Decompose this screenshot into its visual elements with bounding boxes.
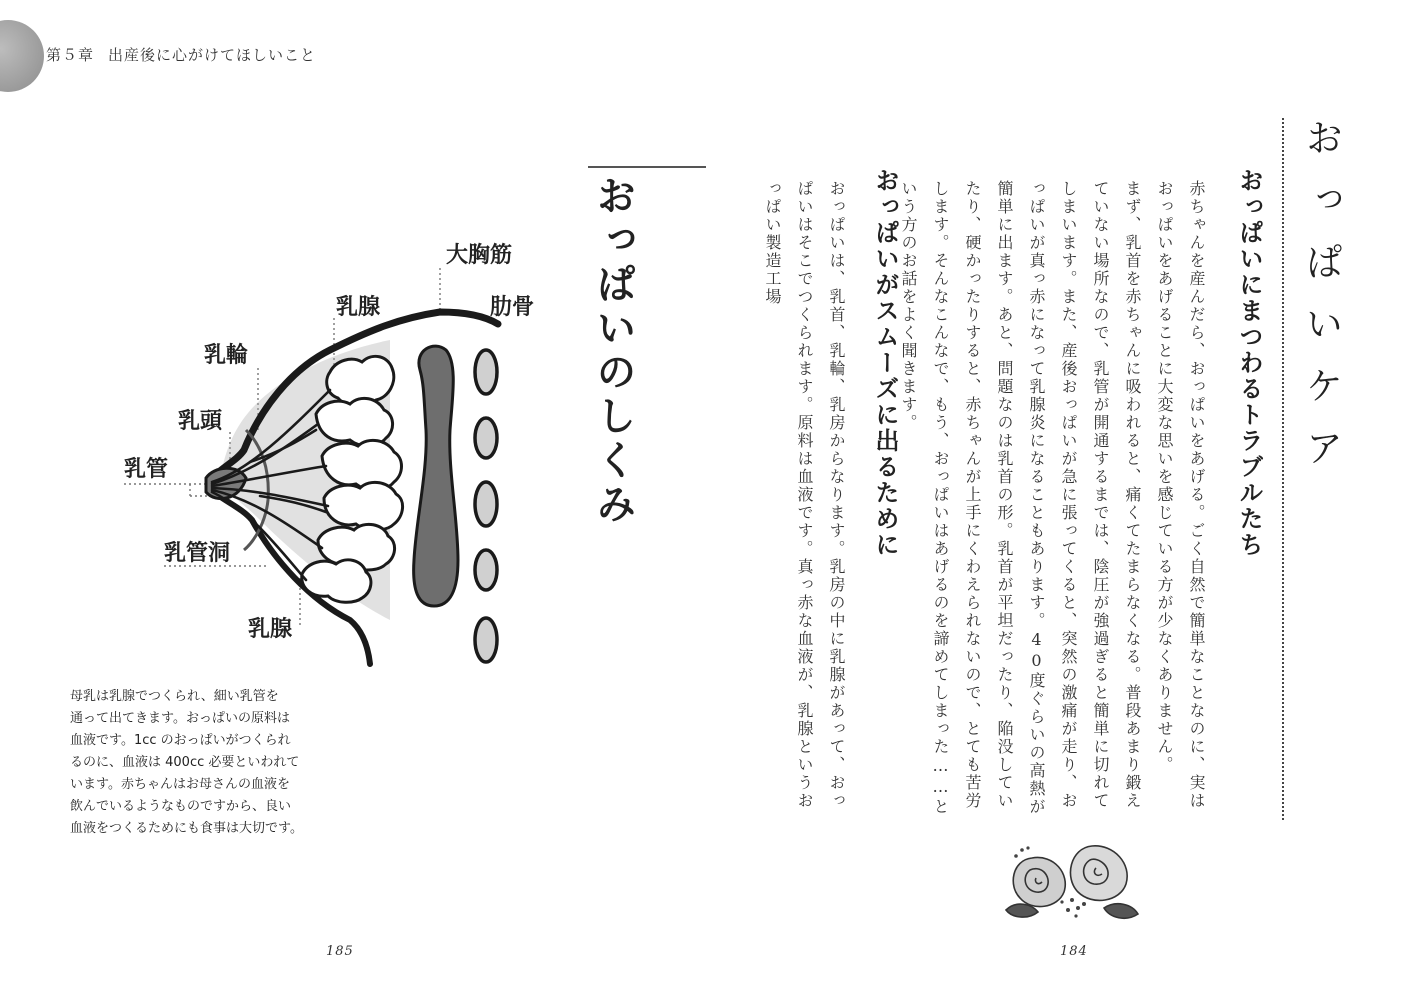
caption-line: るのに、血液は 400cc 必要といわれて xyxy=(70,755,300,770)
caption-line: 飲んでいるようなものですから、良い xyxy=(70,799,292,814)
rose-illustration xyxy=(992,838,1152,930)
caption-line: 血液です。1cc のおっぱいがつくられ xyxy=(70,733,291,748)
section-heading-troubles: おっぱいにまつわるトラブルたち xyxy=(1235,168,1263,558)
caption-line: います。赤ちゃんはお母さんの血液を xyxy=(70,777,290,792)
figure-caption xyxy=(70,686,306,840)
caption-line: 通って出てきます。おっぱいの原料は xyxy=(70,711,290,726)
label-mammary-gland-top: 乳腺 xyxy=(336,295,381,320)
page-number-right: 184 xyxy=(1060,944,1088,959)
label-milk-duct: 乳管 xyxy=(124,457,169,482)
section-body-smooth xyxy=(763,180,852,820)
figure-title: おっぱいのしくみ xyxy=(590,175,636,527)
section-heading-smooth: おっぱいがスムーズに出るために xyxy=(871,168,899,558)
paragraph: まず、乳首を赤ちゃんに吸われると、痛くてたまらなくなる。普段あまり鍛えていない場所なので、乳管が開通するまでは、陰圧が強過ぎると簡単に切れてしまいます。また、産後おっぱいが急に張ってくると、突然の激痛が走り、おっぱいが真っ赤になって乳腺炎になることもあります。40度ぐらいの高熱が簡単に出ます。あと、問題なのは乳首の形。乳首が平坦だったり、陥没していたり、硬かったりすると、赤ちゃんが上手にくわえられないので、とても苦労します。そんなこんなで、もう、おっぱいはあげるのを諦めてしまった……という方のお話をよく聞きます。 xyxy=(899,180,1142,816)
label-rib: 肋骨 xyxy=(490,295,535,320)
paragraph: 赤ちゃんを産んだら、おっぱいをあげる。ごく自然で簡単なことなのに、実はおっぱいをあげることに大変な思いを感じている方が少なくありません。 xyxy=(1155,180,1206,810)
chapter-title: 出産後に心がけてほしいこと xyxy=(108,46,317,64)
breast-anatomy-diagram xyxy=(0,0,720,700)
section-body-troubles xyxy=(899,180,1212,820)
label-nipple: 乳頭 xyxy=(178,409,223,434)
caption-line: 母乳は乳腺でつくられ、細い乳管を xyxy=(70,689,279,704)
label-lactiferous-sinus: 乳管洞 xyxy=(164,541,231,566)
paragraph: おっぱいは、乳首、乳輪、乳房からなります。乳房の中に乳腺があって、おっぱいはそこでつくられます。原料は血液です。真っ赤な血液が、乳腺というおっぱい製造工場 xyxy=(763,180,846,810)
chapter-number: 第５章 xyxy=(46,46,95,64)
page-number-left: 185 xyxy=(326,944,354,959)
label-areola: 乳輪 xyxy=(204,343,249,368)
label-pectoral-muscle: 大胸筋 xyxy=(446,243,513,268)
caption-line: 血液をつくるためにも食事は大切です。 xyxy=(70,821,303,836)
page-title: おっぱいケア xyxy=(1282,118,1349,820)
label-mammary-gland-bottom: 乳腺 xyxy=(248,617,293,642)
